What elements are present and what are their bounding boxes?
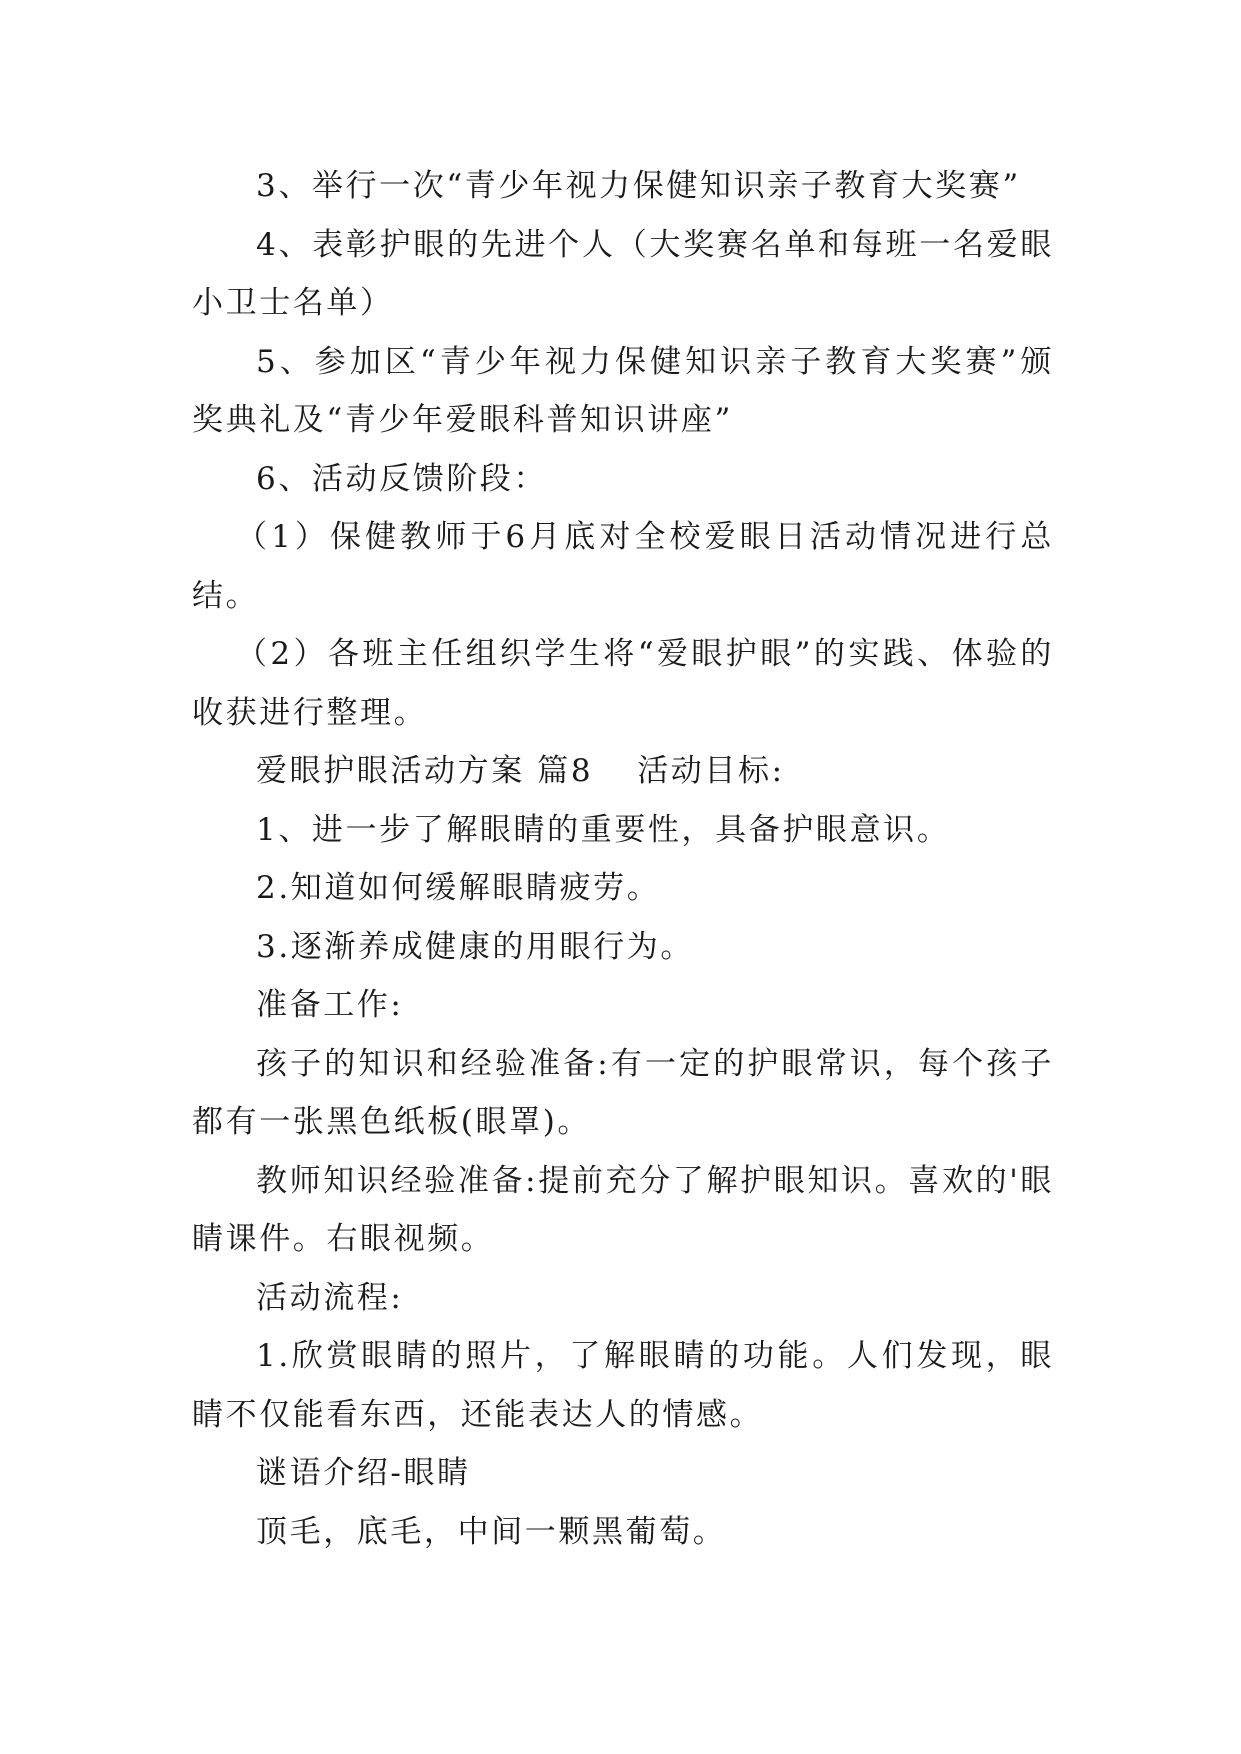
- paragraph-sub-2: （2）各班主任组织学生将“爱眼护眼”的实践、体验的收获进行整理。: [192, 636, 1054, 731]
- paragraph-item-6: 6、活动反馈阶段：: [256, 460, 548, 497]
- document-body: [192, 157, 1054, 1561]
- paragraph-item-3: 3、举行一次“青少年视力保健知识亲子教育大奖赛”: [256, 168, 1021, 204]
- riddle-intro: 谜语介绍-眼睛: [256, 1455, 471, 1491]
- paragraph-item-4: 4、表彰护眼的先进个人（大奖赛名单和每班一名爱眼小卫士名单）: [192, 226, 1054, 321]
- paragraph-item-5: 5、参加区“青少年视力保健知识亲子教育大奖赛”颁奖典礼及“青少年爱眼科普知识讲座”: [192, 343, 1054, 438]
- process-heading: 活动流程:: [256, 1279, 404, 1316]
- activity-goal-label: 活动目标:: [637, 753, 785, 789]
- child-preparation: 孩子的知识和经验准备:有一定的护眼常识，每个孩子都有一张黑色纸板(眼罩)。: [192, 1045, 1054, 1140]
- section-title: 爱眼护眼活动方案 篇8: [256, 753, 594, 789]
- goal-item-1: 1、进一步了解眼睛的重要性，具备护眼意识。: [256, 811, 951, 848]
- section-heading-line: [192, 742, 1054, 801]
- riddle-text: 顶毛，底毛，中间一颗黑葡萄。: [256, 1513, 727, 1550]
- teacher-preparation: 教师知识经验准备:提前充分了解护眼知识。喜欢的'眼睛课件。右眼视频。: [192, 1162, 1054, 1257]
- goal-item-2: 2.知道如何缓解眼睛疲劳。: [256, 870, 661, 906]
- process-step-1: 1.欣赏眼睛的照片，了解眼睛的功能。人们发现，眼睛不仅能看东西，还能表达人的情感。: [192, 1338, 1054, 1433]
- paragraph-sub-1: （1）保健教师于6月底对全校爱眼日活动情况进行总结。: [192, 519, 1054, 614]
- preparation-heading: 准备工作:: [256, 987, 404, 1023]
- goal-item-3: 3.逐渐养成健康的用眼行为。: [256, 928, 694, 965]
